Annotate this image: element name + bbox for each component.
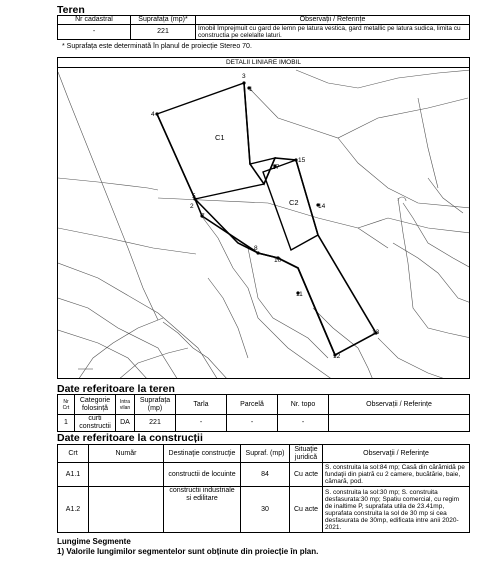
nr-cadastral-cell: -: [58, 25, 131, 40]
teren-header: Nr cadastral: [58, 16, 131, 25]
constructii-cell: S. construita la sol:30 mp; S. construita desfasurata:30 mp; Spatiu comercial, cu regim de inaltime P, suprafata utila de 23.41mp, suprafata construita la sol de 30 mp si cea desfasurata de 30mp, edificata intre anii 2020-2021.: [323, 487, 470, 533]
date-teren-cell: DA: [116, 415, 135, 432]
teren-header: Suprafața (mp)*: [131, 16, 196, 25]
constructii-cell: [89, 487, 164, 533]
teren-title: Teren: [57, 4, 85, 16]
point-4: 4: [151, 111, 155, 118]
date-teren-cell: 1: [58, 415, 75, 432]
point-17: 17: [272, 164, 280, 171]
teren-header: Observații / Referințe: [196, 16, 470, 25]
point-13: 13: [372, 329, 380, 336]
point-10: 10: [274, 257, 282, 264]
constructii-cell: constructii industriale si edilitare: [164, 487, 241, 533]
constructii-header: Destinaţie construcţie: [164, 445, 241, 463]
point-12: 12: [333, 353, 341, 360]
constructii-cell: [89, 463, 164, 487]
constructii-header: Supraf. (mp): [241, 445, 290, 463]
constructii-cell: Cu acte: [290, 463, 323, 487]
date-teren-cell: -: [278, 415, 329, 432]
point-3: 3: [242, 73, 246, 80]
point-11: 11: [296, 291, 303, 298]
plan-drawing: [58, 58, 470, 379]
label-c1: C1: [215, 133, 225, 142]
date-teren-header: Tarla: [176, 395, 227, 415]
lungime-title: Lungime Segmente: [57, 537, 131, 546]
point-5: 5: [192, 193, 196, 200]
plan-frame: [57, 57, 470, 379]
teren-table: [57, 15, 470, 40]
date-teren-table: [57, 394, 470, 432]
label-c2: C2: [289, 198, 299, 207]
table-row: [58, 487, 470, 533]
date-teren-cell: curti constructii: [75, 415, 116, 432]
date-teren-header: Nr. topo: [278, 395, 329, 415]
point-2: 2: [190, 203, 194, 210]
date-teren-header: Categorie folosință: [75, 395, 116, 415]
constructii-cell: Cu acte: [290, 487, 323, 533]
background-parcels: [58, 70, 470, 379]
plan-title: DETALII LINIARE IMOBIL: [58, 58, 469, 68]
date-teren-header: Suprafața (mp): [135, 395, 176, 415]
constructii-cell: 30: [241, 487, 290, 533]
constructii-header: Situaţie juridică: [290, 445, 323, 463]
parcel-boundary: [195, 83, 376, 355]
date-teren-header: Nr Crt: [58, 395, 75, 415]
constructii-header: Număr: [89, 445, 164, 463]
constructii-cell: constructii de locuinte: [164, 463, 241, 487]
observatii-cell: Imobil împrejmuit cu gard de lemn pe latura vestica, gard metallic pe latura sudica, limita cu constructia pe celelalte laturi.: [196, 25, 470, 40]
constructii-header: Observaţii / Referinţe: [323, 445, 470, 463]
constructii-cell: A1.1: [58, 463, 89, 487]
constructii-cell: S. construita la sol:84 mp; Casă din cărămidă pe fundaţii din piatră cu 2 camere, bucătărie, baie, cămară, pod.: [323, 463, 470, 487]
date-teren-cell: 221: [135, 415, 176, 432]
date-teren-header: Parcelă: [227, 395, 278, 415]
date-teren-cell: -: [227, 415, 278, 432]
date-constructii-table: [57, 444, 470, 533]
point-15: 15: [298, 157, 306, 164]
date-teren-header: Observații / Referințe: [329, 395, 470, 415]
date-teren-cell: -: [176, 415, 227, 432]
point-1: 1: [249, 86, 253, 93]
constructii-cell: A1.2: [58, 487, 89, 533]
point-8: 8: [254, 245, 258, 252]
constructii-cell: 84: [241, 463, 290, 487]
date-teren-header: Intra vilan: [116, 395, 135, 415]
point-7: 7: [201, 213, 205, 220]
date-teren-title: Date referitoare la teren: [57, 383, 175, 395]
teren-footnote: * Suprafața este determinată în planul de proiecție Stereo 70.: [62, 43, 252, 50]
date-teren-cell: [329, 415, 470, 432]
point-14: 14: [318, 203, 326, 210]
table-row: [58, 463, 470, 487]
date-constructii-title: Date referitoare la construcții: [57, 432, 203, 444]
constructii-header: Crt: [58, 445, 89, 463]
suprafata-cell: 221: [131, 25, 196, 40]
lungime-note: 1) Valorile lungimilor segmentelor sunt obținute din proiecție în plan.: [57, 547, 319, 556]
